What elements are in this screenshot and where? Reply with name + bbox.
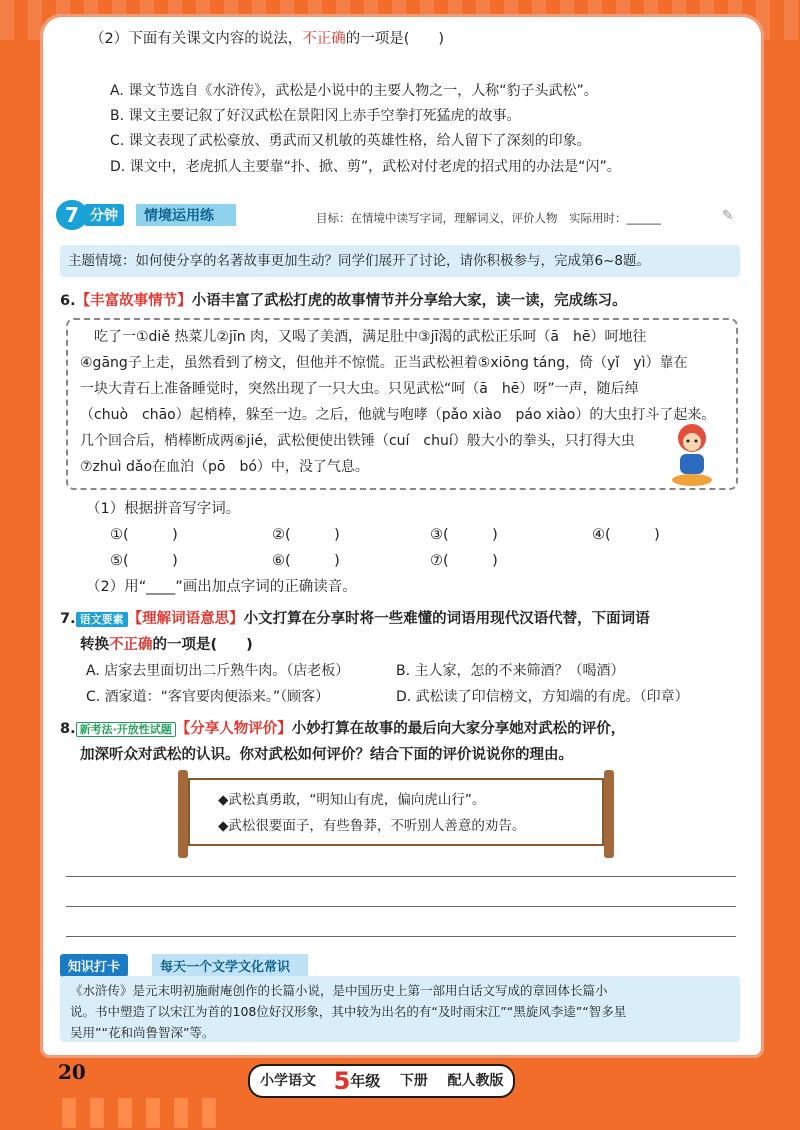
q2-option-a[interactable]: A. 课文节选自《水浒传》，武松是小说中的主要人物之一，人称“豹子头武松”。 — [110, 83, 598, 99]
footer-stripe — [90, 1098, 104, 1128]
q2-stem — [90, 28, 444, 50]
story-line: 吃了一①diě 热菜儿②jīn 肉，又喝了美酒，满足肚中③jī渴的武松正乐呵（ā hē）呵地往 — [80, 329, 647, 345]
knowledge-line: 《水浒传》是元末明初施耐庵创作的长篇小说，是中国历史上第一部用白话文写成的章回体长篇小 — [70, 983, 608, 998]
blank-1[interactable]: ①( ) — [110, 527, 178, 543]
footer-subject: 小学语文 — [260, 1073, 316, 1089]
pencil-icon: ✎ — [722, 208, 734, 224]
page-number: 20 — [58, 1060, 86, 1084]
story-line: 一块大青石上准备睡觉时，突然出现了一只大虫。只见武松“呵（ā hē）呀”一声，随后绰 — [80, 381, 639, 397]
q6-stem — [60, 290, 627, 312]
footer-stripe — [146, 1098, 160, 1128]
q6-sub2: （2）用“____”画出加点字词的正确读音。 — [86, 579, 357, 595]
footer-stripe — [174, 1098, 188, 1128]
signboard — [188, 778, 604, 846]
knowledge-label: 知识打卡 — [60, 954, 128, 977]
q8-tag: 【分享人物评价】 — [175, 721, 292, 737]
footer-stripe — [202, 1098, 216, 1128]
knowledge-line: 吴用”“花和尚鲁智深”等。 — [70, 1025, 215, 1040]
knowledge-title: 每天一个文学文化常识 — [152, 954, 308, 977]
blank-4[interactable]: ④( ) — [592, 527, 660, 543]
q7-stem-tail: 的一项是( ) — [152, 637, 253, 653]
footer-grade-number: 5 — [333, 1067, 351, 1095]
q2-stem-emphasis: 不正确 — [302, 31, 346, 47]
q7-option-b[interactable]: B. 主人家，怎的不来筛酒？（喝酒） — [396, 663, 625, 679]
footer-term: 下册 — [399, 1073, 428, 1089]
q7-number: 7. — [60, 611, 76, 627]
board-line-2: ◆武松很要面子，有些鲁莽，不听别人善意的劝告。 — [218, 818, 526, 834]
section-title: 情境运用练 — [136, 204, 236, 226]
blank-6[interactable]: ⑥( ) — [272, 553, 340, 569]
knowledge-line: 说。书中塑造了以宋江为首的108位好汉形象，其中较为出名的有“及时雨宋江”“黑旋风李逵”“智多星 — [70, 1004, 627, 1019]
cartoon-illustration — [664, 418, 720, 488]
blank-3[interactable]: ③( ) — [430, 527, 498, 543]
q6-stem-text: 小语丰富了武松打虎的故事情节并分享给大家，读一读，完成练习。 — [191, 293, 627, 309]
board-line-1: ◆武松真勇敢，“明知山有虎，偏向虎山行”。 — [218, 792, 486, 808]
q7-stem-part: 转换 — [80, 637, 109, 653]
q8-number: 8. — [60, 721, 76, 737]
q7-stem-text: 小文打算在分享时将一些难懂的词语用现代汉语代替，下面词语 — [243, 611, 650, 627]
q7-option-c[interactable]: C. 酒家道：“客官要肉便添来。”（顾客） — [86, 689, 330, 705]
board-post-right — [604, 770, 614, 858]
q8-stem-line2: 加深听众对武松的认识。你对武松如何评价？结合下面的评价说说你的理由。 — [80, 747, 573, 763]
knowledge-body — [60, 976, 740, 1042]
q2-stem-tail: 的一项是( ) — [345, 31, 445, 47]
story-line: 几个回合后，梢棒断成两⑥jié，武松便使出铁锤（cuí chuí）般大小的拳头，只打得大虫 — [80, 433, 635, 449]
q6-sub1: （1）根据拼音写字词。 — [86, 501, 241, 517]
blank-7[interactable]: ⑦( ) — [430, 553, 498, 569]
section-header — [56, 200, 246, 230]
answer-line[interactable] — [66, 906, 736, 907]
footer-grade: 年级 — [350, 1072, 381, 1090]
footer-stripe — [62, 1098, 76, 1128]
q7-stem-line2 — [80, 634, 253, 656]
answer-line[interactable] — [66, 876, 736, 877]
board-post-left — [178, 770, 188, 858]
story-line: ④gāng子上走，虽然看到了榜文，但他并不惊慌。正当武松袒着⑤xiōng táng，倚（yǐ yì）靠在 — [80, 355, 688, 371]
q7-stem-emphasis: 不正确 — [109, 637, 153, 653]
section-number: 7 — [56, 200, 88, 230]
q7-tag-box: 语文要素 — [76, 612, 128, 627]
story-box — [66, 318, 738, 490]
section-goal: 目标：在情境中读写字词，理解词义，评价人物 实际用时：______ — [316, 211, 661, 225]
q7-option-d[interactable]: D. 武松读了印信榜文，方知端的有虎。（印章） — [396, 689, 689, 705]
footer-stripe — [118, 1098, 132, 1128]
q8-stem-text: 小妙打算在故事的最后向大家分享她对武松的评价， — [291, 721, 626, 737]
q7-stem — [60, 608, 650, 631]
q2-stem-text: （2）下面有关课文内容的说法， — [90, 31, 303, 47]
q8-stem — [60, 718, 625, 741]
q8-tag-box: 新考法·开放性试题 — [76, 722, 176, 737]
q6-number: 6. — [60, 293, 76, 309]
q7-option-a[interactable]: A. 店家去里面切出二斤熟牛肉。（店老板） — [86, 663, 350, 679]
footer-edition: 配人教版 — [447, 1073, 504, 1089]
story-line: ⑦zhuì dǎo在血泊（pō bó）中，没了气息。 — [80, 459, 369, 475]
section-minutes: 分钟 — [84, 204, 124, 226]
blank-5[interactable]: ⑤( ) — [110, 553, 178, 569]
scene-banner: 主题情境：如何使分享的名著故事更加生动？同学们展开了讨论，请你积极参与，完成第6~8题。 — [60, 245, 740, 277]
q2-option-d[interactable]: D. 课文中，老虎抓人主要靠“扑、掀、剪”，武松对付老虎的招式用的办法是“闪”。 — [110, 159, 621, 175]
blank-2[interactable]: ②( ) — [272, 527, 340, 543]
q2-option-c[interactable]: C. 课文表现了武松豪放、勇武而又机敏的英雄性格，给人留下了深刻的印象。 — [110, 133, 591, 149]
answer-line[interactable] — [66, 936, 736, 937]
story-line: （chuò chāo）起梢棒，躲至一边。之后，他就与咆哮（pǎo xiào páo xiào）的大虫打斗了起来。 — [80, 407, 716, 423]
q7-tag: 【理解词语意思】 — [127, 611, 244, 627]
footer-badge — [248, 1064, 515, 1098]
q2-option-b[interactable]: B. 课文主要记叙了好汉武松在景阳冈上赤手空拳打死猛虎的故事。 — [110, 108, 521, 124]
q6-tag: 【丰富故事情节】 — [75, 293, 192, 309]
